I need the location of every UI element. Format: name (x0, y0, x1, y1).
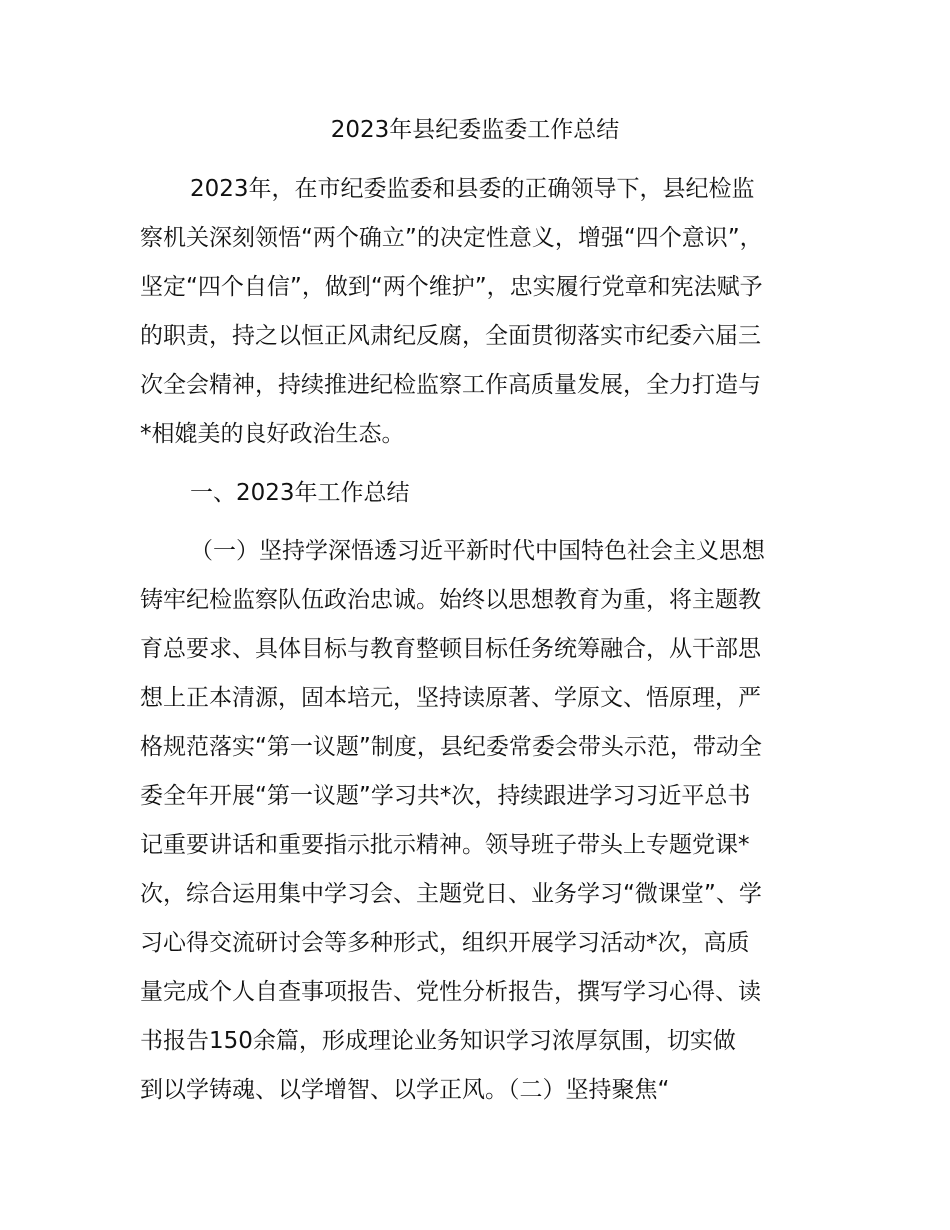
paragraph-line: （一）坚持学深悟透习近平新时代中国特色社会主义思想 (190, 538, 765, 564)
paragraph-line: 委全年开展“第一议题”学习共*次，持续跟进学习习近平总书 (140, 783, 751, 809)
paragraph-line: 次，综合运用集中学习会、主题党日、业务学习“微课堂”、学 (140, 881, 762, 907)
paragraph-line: 记重要讲话和重要指示批示精神。领导班子带头上专题党课* (140, 832, 750, 858)
paragraph-line: 察机关深刻领悟“两个确立”的决定性意义，增强“四个意识”， (140, 225, 763, 251)
section-heading: 一、2023年工作总结 (190, 480, 410, 506)
paragraph-line: 坚定“四个自信”，做到“两个维护”，忠实履行党章和宪法赋予 (140, 274, 763, 300)
paragraph-line: 次全会精神，持续推进纪检监察工作高质量发展，全力打造与 (140, 372, 761, 398)
paragraph-line: 的职责，持之以恒正风肃纪反腐，全面贯彻落实市纪委六届三 (140, 323, 761, 349)
paragraph-line: 到以学铸魂、以学增智、以学正风。（二）坚持聚焦“ (140, 1077, 670, 1103)
paragraph-line: 2023年，在市纪委监委和县委的正确领导下，县纪检监 (190, 176, 755, 202)
paragraph-line: 格规范落实“第一议题”制度，县纪委常委会带头示范，带动全 (140, 734, 762, 760)
document-title: 2023年县纪委监委工作总结 (330, 117, 620, 143)
paragraph-line: 育总要求、具体目标与教育整顿目标任务统筹融合，从干部思 (140, 636, 761, 662)
paragraph-line: 习心得交流研讨会等多种形式，组织开展学习活动*次，高质 (140, 930, 750, 956)
paragraph-line: 量完成个人自查事项报告、党性分析报告，撰写学习心得、读 (140, 979, 761, 1005)
paragraph-line: 书报告150余篇，形成理论业务知识学习浓厚氛围，切实做 (140, 1028, 736, 1054)
paragraph-line: 想上正本清源，固本培元，坚持读原著、学原文、悟原理，严 (140, 685, 761, 711)
paragraph-line: 铸牢纪检监察队伍政治忠诚。始终以思想教育为重，将主题教 (140, 587, 761, 613)
paragraph-line: *相媲美的良好政治生态。 (140, 421, 405, 447)
